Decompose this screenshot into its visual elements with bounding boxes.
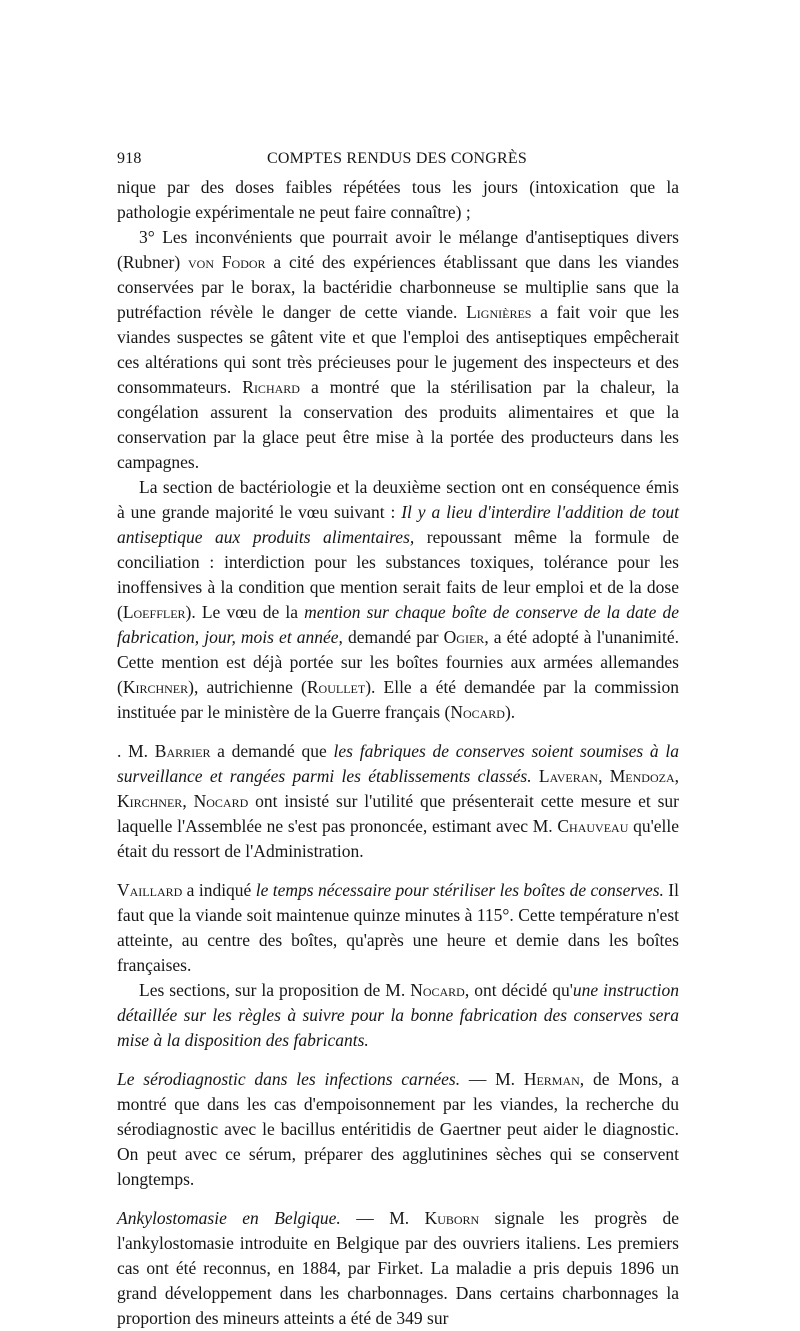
- paragraph: [117, 739, 679, 864]
- italic-run: Le sérodiagnostic dans les infections carnées.: [117, 1069, 461, 1089]
- text-run: La section de bactériologie et la deuxième section ont en conséquence émis à une grande majorité le vœu suivant :: [117, 477, 679, 522]
- text-run: qu'elle était du ressort de l'Administration.: [117, 816, 679, 861]
- author-name: Nocard: [410, 980, 465, 1000]
- author-name: Ogier: [443, 627, 485, 647]
- body-text: [117, 175, 679, 1331]
- text-run: , de Mons, a montré que dans les cas d'empoisonnement par les viandes, la recherche du sérodiagnostic avec le bacillus entéritidis de Gaertner peut aider le diagnostic. On peut avec ce sérum, préparer des agglutinines sèches qui se conservent longtemps.: [117, 1069, 679, 1189]
- text-run: [532, 766, 539, 786]
- text-run: ,: [182, 791, 194, 811]
- text-run: demandé par: [342, 627, 444, 647]
- text-run: ). Le vœu de la: [185, 602, 305, 622]
- text-run: a montré que la stérilisation par la chaleur, la congélation assurent la conservation des produits alimentaires et que la conservation par la glace peut être mise à la portée des producteurs dans les campagnes.: [117, 377, 679, 472]
- author-name: von Fodor: [188, 252, 266, 272]
- author-name: Kirchner: [117, 791, 183, 811]
- author-name: Loeffler: [122, 602, 186, 622]
- author-name: Laveran: [538, 766, 599, 786]
- text-run: ).: [504, 702, 516, 722]
- text-run: nique par des doses faibles répétées tous les jours (intoxication que la pathologie expérimentale ne peut faire connaître) ;: [117, 177, 679, 222]
- author-name: Mendoza: [609, 766, 675, 786]
- text-run: , a été adopté à l'unanimité. Cette mention est déjà portée sur les boîtes fournies aux armées allemandes (: [117, 627, 680, 697]
- italic-run: le temps nécessaire pour stériliser les boîtes de conserves.: [255, 880, 664, 900]
- running-title: COMPTES RENDUS DES CONGRÈS: [267, 150, 527, 167]
- italic-run: Ankylostomasie en Belgique.: [117, 1208, 341, 1228]
- author-name: Nocard: [193, 791, 249, 811]
- italic-run: Il y a lieu d'interdire l'addition de tout antiseptique aux produits alimentaires,: [117, 502, 679, 547]
- text-run: ). Elle a été demandée par la commission instituée par le ministère de la Guerre français (: [117, 677, 679, 722]
- text-run: — M.: [460, 1069, 524, 1089]
- text-run: repoussant même la formule de conciliation : interdiction pour les substances toxiques, tolérance pour les inoffensives à la condition que mention serait faits de leur emploi et de la dose (: [117, 527, 679, 622]
- author-name: Barrier: [154, 741, 211, 761]
- text-run: . M.: [117, 741, 155, 761]
- italic-run: mention sur chaque boîte de conserve de la date de fabrication, jour, mois et année,: [117, 602, 679, 647]
- paragraph: [117, 1206, 679, 1331]
- text-run: ,: [674, 766, 679, 786]
- author-name: Chauveau: [557, 816, 629, 836]
- author-name: Richard: [242, 377, 300, 397]
- text-run: a demandé que: [210, 741, 334, 761]
- text-run: — M.: [340, 1208, 425, 1228]
- text-run: signale les progrès de l'ankylostomasie introduite en Belgique par des ouvriers italiens. Les premiers cas ont été reconnus, en 1884, par Firket. La maladie a pris depuis 1896 un grand développement dans les charbonnages. Dans certains charbonnages la proportion des mineurs atteints a été de 349 sur: [117, 1208, 680, 1328]
- text-run: Il faut que la viande soit maintenue quinze minutes à 115°. Cette température n'est atteinte, au centre des boîtes, qu'après une heure et demie dans les boîtes françaises.: [117, 880, 679, 975]
- text-run: a cité des expériences établissant que dans les viandes conservées par le borax, la bactéridie charbonneuse se multiplie sans que la putréfaction révèle le danger de cette viande.: [117, 252, 679, 322]
- paragraph: [117, 978, 679, 1053]
- author-name: Kuborn: [424, 1208, 480, 1228]
- paragraph: [117, 225, 679, 475]
- text-run: ont insisté sur l'utilité que présenterait cette mesure et sur laquelle l'Assemblée ne s'est pas prononcée, estimant avec M.: [117, 791, 679, 836]
- text-run: a indiqué: [182, 880, 256, 900]
- author-name: Kirchner: [122, 677, 189, 697]
- paragraph: [117, 878, 679, 978]
- page-header: [117, 150, 677, 174]
- paragraph: [117, 475, 679, 725]
- italic-run: les fabriques de conserves soient soumises à la surveillance et rangées parmi les établissements classés.: [117, 741, 680, 786]
- paragraph: [117, 175, 679, 225]
- text-run: a fait voir que les viandes suspectes se gâtent vite et que l'emploi des antiseptiques empêcherait ces altérations qui sont très précieuses pour le jugement des inspecteurs et des consommateurs.: [117, 302, 680, 397]
- italic-run: une instruction détaillée sur les règles à suivre pour la bonne fabrication des conserves sera mise à la disposition des fabricants.: [117, 980, 679, 1050]
- author-name: Lignières: [466, 302, 532, 322]
- text-run: ), autrichienne (: [188, 677, 307, 697]
- author-name: Roullet: [306, 677, 366, 697]
- page-number: 918: [117, 150, 142, 167]
- text-run: ,: [598, 766, 610, 786]
- author-name: Herman: [523, 1069, 580, 1089]
- author-name: Vaillard: [117, 880, 183, 900]
- text-run: 3° Les inconvénients que pourrait avoir le mélange d'antiseptiques divers (Rubner): [117, 227, 679, 272]
- paragraph: [117, 1067, 679, 1192]
- author-name: Nocard: [450, 702, 505, 722]
- text-run: Les sections, sur la proposition de M.: [139, 980, 411, 1000]
- text-run: , ont décidé qu': [464, 980, 573, 1000]
